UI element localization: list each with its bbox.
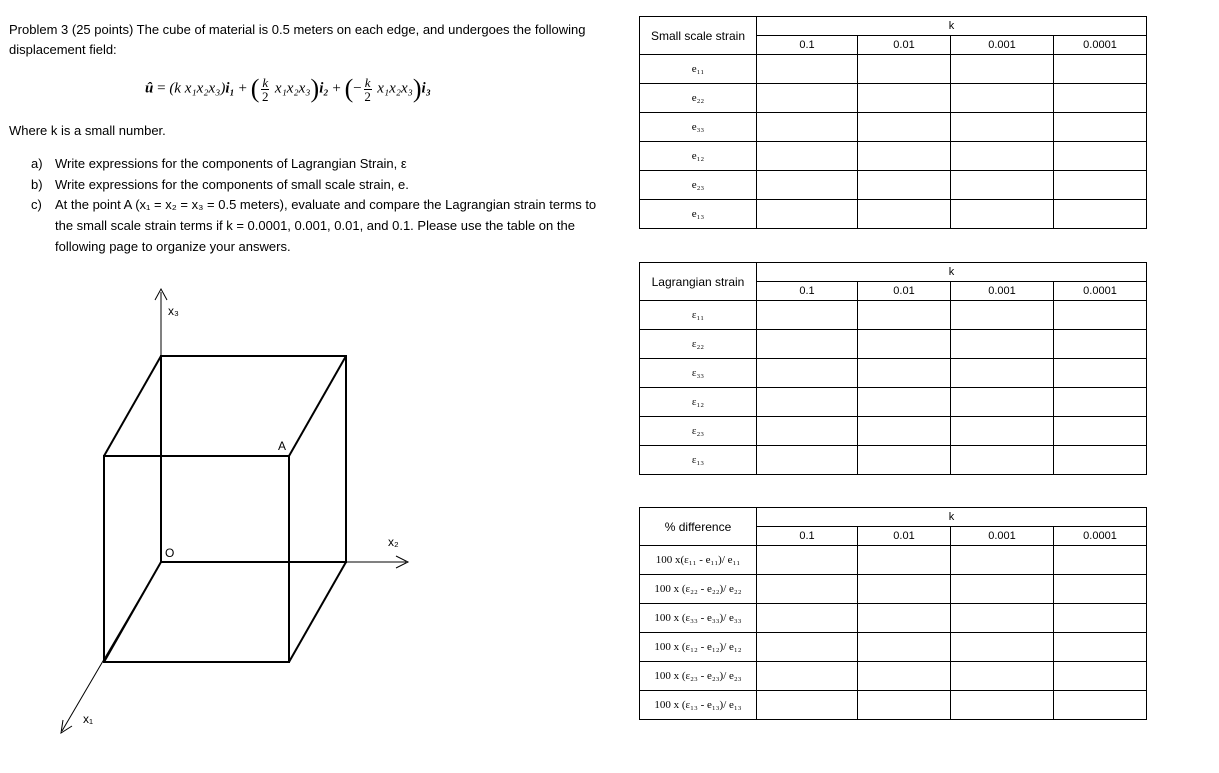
answer-cell[interactable] <box>757 691 858 720</box>
lagrangian-strain-table <box>639 262 1147 475</box>
table-row <box>640 301 1147 330</box>
answer-cell[interactable] <box>858 662 951 691</box>
k-value: 0.001 <box>951 36 1054 55</box>
row-label-e12: e₁₂ <box>640 142 757 171</box>
answer-cell[interactable] <box>858 691 951 720</box>
answer-cell[interactable] <box>757 633 858 662</box>
k-value: 0.001 <box>951 527 1054 546</box>
k-value: 0.1 <box>757 36 858 55</box>
answer-cell[interactable] <box>1054 417 1147 446</box>
answer-cell[interactable] <box>951 330 1054 359</box>
answer-cell[interactable] <box>1054 662 1147 691</box>
answer-cell[interactable] <box>757 171 858 200</box>
answer-cell[interactable] <box>1054 330 1147 359</box>
part-b: b) Write expressions for the components of small scale strain, e. <box>31 176 409 192</box>
answer-cell[interactable] <box>858 142 951 171</box>
label-x3: x₃ <box>168 304 179 318</box>
k-value: 0.1 <box>757 282 858 301</box>
k-value: 0.1 <box>757 527 858 546</box>
eq-lhs: û <box>145 80 154 97</box>
displacement-equation: û = (k x₁x₂x₃)i₁ + ( $\frac{k}{2}$ x₁x₂x₃)i₂ + (− $\frac{k}{2}$ x₁x₂x₃)i₃ <box>145 74 431 104</box>
row-label-e11: e₁₁ <box>640 55 757 84</box>
cube-front-face <box>104 456 289 662</box>
answer-cell[interactable] <box>951 388 1054 417</box>
table-row <box>640 171 1147 200</box>
answer-cell[interactable] <box>757 575 858 604</box>
table-row <box>640 417 1147 446</box>
table-row <box>640 446 1147 475</box>
table-row <box>640 359 1147 388</box>
k-label: k <box>757 508 1147 527</box>
answer-cell[interactable] <box>757 55 858 84</box>
eq-plus-2: + <box>332 80 341 97</box>
answer-cell[interactable] <box>858 575 951 604</box>
k-value: 0.0001 <box>1054 527 1147 546</box>
row-label-diff11: 100 x(ε₁₁ - e₁₁)/ e₁₁ <box>640 546 757 575</box>
problem-intro-line-1: Problem 3 (25 points) The cube of material is 0.5 meters on each edge, and undergoes the following <box>9 22 586 37</box>
eq-fraction-1: $\frac{k}{2}$ <box>262 74 269 104</box>
answer-cell[interactable] <box>858 200 951 229</box>
small-scale-strain-table <box>639 16 1147 229</box>
answer-cell[interactable] <box>951 301 1054 330</box>
table-row <box>640 113 1147 142</box>
answer-cell[interactable] <box>757 388 858 417</box>
k-value: 0.01 <box>858 36 951 55</box>
eq-term1: (k x₁x₂x₃) <box>169 80 226 97</box>
table-row <box>640 575 1147 604</box>
answer-cell[interactable] <box>858 330 951 359</box>
row-label-diff13: 100 x (ε₁₃ - e₁₃)/ e₁₃ <box>640 691 757 720</box>
answer-cell[interactable] <box>1054 55 1147 84</box>
answer-cell[interactable] <box>1054 388 1147 417</box>
axis-x1-arrowhead <box>61 720 72 733</box>
table-row <box>640 662 1147 691</box>
answer-cell[interactable] <box>1054 171 1147 200</box>
label-point-a: A <box>278 439 287 453</box>
answer-cell[interactable] <box>1054 604 1147 633</box>
row-label-e23: e₂₃ <box>640 171 757 200</box>
row-label-diff33: 100 x (ε₃₃ - e₃₃)/ e₃₃ <box>640 604 757 633</box>
eq-unit-i2: i₂ <box>319 80 329 97</box>
row-label-eps23: ε₂₃ <box>640 417 757 446</box>
answer-cell[interactable] <box>951 691 1054 720</box>
answer-cell[interactable] <box>951 142 1054 171</box>
answer-cell[interactable] <box>757 604 858 633</box>
cube-edge-top-right <box>289 356 346 456</box>
table-row <box>640 142 1147 171</box>
label-origin: O <box>165 546 175 560</box>
cube-edge-top-left <box>104 356 161 456</box>
label-x1: x₁ <box>83 712 94 726</box>
table-row <box>640 633 1147 662</box>
answer-cell[interactable] <box>858 359 951 388</box>
answer-cell[interactable] <box>1054 84 1147 113</box>
answer-cell[interactable] <box>951 604 1054 633</box>
answer-cell[interactable] <box>1054 691 1147 720</box>
answer-cell[interactable] <box>951 113 1054 142</box>
k-value: 0.0001 <box>1054 36 1147 55</box>
table-row <box>640 200 1147 229</box>
answer-cell[interactable] <box>1054 359 1147 388</box>
k-label: k <box>757 263 1147 282</box>
answer-cell[interactable] <box>757 301 858 330</box>
part-a: a) Write expressions for the components of Lagrangian Strain, ε <box>31 156 407 171</box>
answer-cell[interactable] <box>858 604 951 633</box>
row-label-diff23: 100 x (ε₂₃ - e₂₃)/ e₂₃ <box>640 662 757 691</box>
row-label-eps13: ε₁₃ <box>640 446 757 475</box>
k-label: k <box>757 17 1147 36</box>
answer-cell[interactable] <box>858 84 951 113</box>
percent-difference-table <box>639 507 1147 720</box>
answer-cell[interactable] <box>858 388 951 417</box>
answer-cell[interactable] <box>858 113 951 142</box>
eq-unit-i3: i₃ <box>421 80 431 97</box>
k-value: 0.01 <box>858 527 951 546</box>
answer-cell[interactable] <box>757 446 858 475</box>
row-label-diff22: 100 x (ε₂₂ - e₂₂)/ e₂₂ <box>640 575 757 604</box>
answer-cell[interactable] <box>757 662 858 691</box>
table-row <box>640 691 1147 720</box>
row-label-e33: e₃₃ <box>640 113 757 142</box>
answer-cell[interactable] <box>858 633 951 662</box>
row-label-eps12: ε₁₂ <box>640 388 757 417</box>
answer-cell[interactable] <box>951 633 1054 662</box>
eq-fraction-2: $\frac{k}{2}$ <box>364 74 371 104</box>
eq-plus-1: + <box>238 80 247 97</box>
eq-term2: x₁x₂x₃ <box>274 80 311 97</box>
answer-cell[interactable] <box>757 359 858 388</box>
answer-cell[interactable] <box>951 662 1054 691</box>
answer-cell[interactable] <box>858 171 951 200</box>
k-value: 0.001 <box>951 282 1054 301</box>
answer-cell[interactable] <box>1054 301 1147 330</box>
label-x2: x₂ <box>388 535 399 549</box>
cube-edge-bottom-left <box>104 562 161 662</box>
table-row <box>640 604 1147 633</box>
table-header: Lagrangian strain <box>640 263 757 301</box>
table-header: % difference <box>640 508 757 546</box>
table-row <box>640 388 1147 417</box>
table-row <box>640 330 1147 359</box>
row-label-e22: e₂₂ <box>640 84 757 113</box>
k-value: 0.0001 <box>1054 282 1147 301</box>
answer-cell[interactable] <box>757 330 858 359</box>
table-row <box>640 84 1147 113</box>
answer-cell[interactable] <box>858 417 951 446</box>
answer-cell[interactable] <box>757 142 858 171</box>
answer-cell[interactable] <box>858 546 951 575</box>
cube-back-face <box>161 356 346 562</box>
eq-term3: x₁x₂x₃ <box>377 80 413 97</box>
answer-cell[interactable] <box>951 446 1054 475</box>
table-row <box>640 546 1147 575</box>
answer-cell[interactable] <box>757 546 858 575</box>
answer-cell[interactable] <box>951 359 1054 388</box>
eq-unit-i1: i₁ <box>225 80 235 97</box>
answer-cell[interactable] <box>757 84 858 113</box>
k-value: 0.01 <box>858 282 951 301</box>
answer-cell[interactable] <box>858 446 951 475</box>
answer-cell[interactable] <box>951 575 1054 604</box>
answer-cell[interactable] <box>951 546 1054 575</box>
answer-cell[interactable] <box>1054 633 1147 662</box>
answer-cell[interactable] <box>1054 113 1147 142</box>
table-row <box>640 55 1147 84</box>
answer-cell[interactable] <box>951 171 1054 200</box>
row-label-eps11: ε₁₁ <box>640 301 757 330</box>
answer-cell[interactable] <box>858 55 951 84</box>
answer-cell[interactable] <box>757 417 858 446</box>
eq-equals: = <box>157 80 166 97</box>
answer-cell[interactable] <box>757 200 858 229</box>
answer-cell[interactable] <box>757 113 858 142</box>
part-c: c) At the point A (x₁ = x₂ = x₃ = 0.5 meters), evaluate and compare the Lagrangian strain terms to the small scale strain terms if k = 0.0001, 0.001, 0.01, and 0.1. Please use the table on the following page to organize your answers. <box>31 197 597 254</box>
table-header: Small scale strain <box>640 17 757 55</box>
answer-cell[interactable] <box>951 417 1054 446</box>
eq-minus: − <box>353 80 362 97</box>
row-label-diff12: 100 x (ε₁₂ - e₁₂)/ e₁₂ <box>640 633 757 662</box>
answer-cell[interactable] <box>951 84 1054 113</box>
answer-cell[interactable] <box>1054 142 1147 171</box>
row-label-eps22: ε₂₂ <box>640 330 757 359</box>
row-label-eps33: ε₃₃ <box>640 359 757 388</box>
answer-cell[interactable] <box>1054 200 1147 229</box>
answer-cell[interactable] <box>1054 575 1147 604</box>
answer-cell[interactable] <box>1054 446 1147 475</box>
answer-cell[interactable] <box>951 55 1054 84</box>
answer-cell[interactable] <box>951 200 1054 229</box>
answer-cell[interactable] <box>1054 546 1147 575</box>
cube-edge-bottom-right <box>289 562 346 662</box>
row-label-e13: e₁₃ <box>640 200 757 229</box>
where-line: Where k is a small number. <box>9 123 166 138</box>
problem-intro-line-2: displacement field: <box>9 42 117 57</box>
answer-cell[interactable] <box>858 301 951 330</box>
